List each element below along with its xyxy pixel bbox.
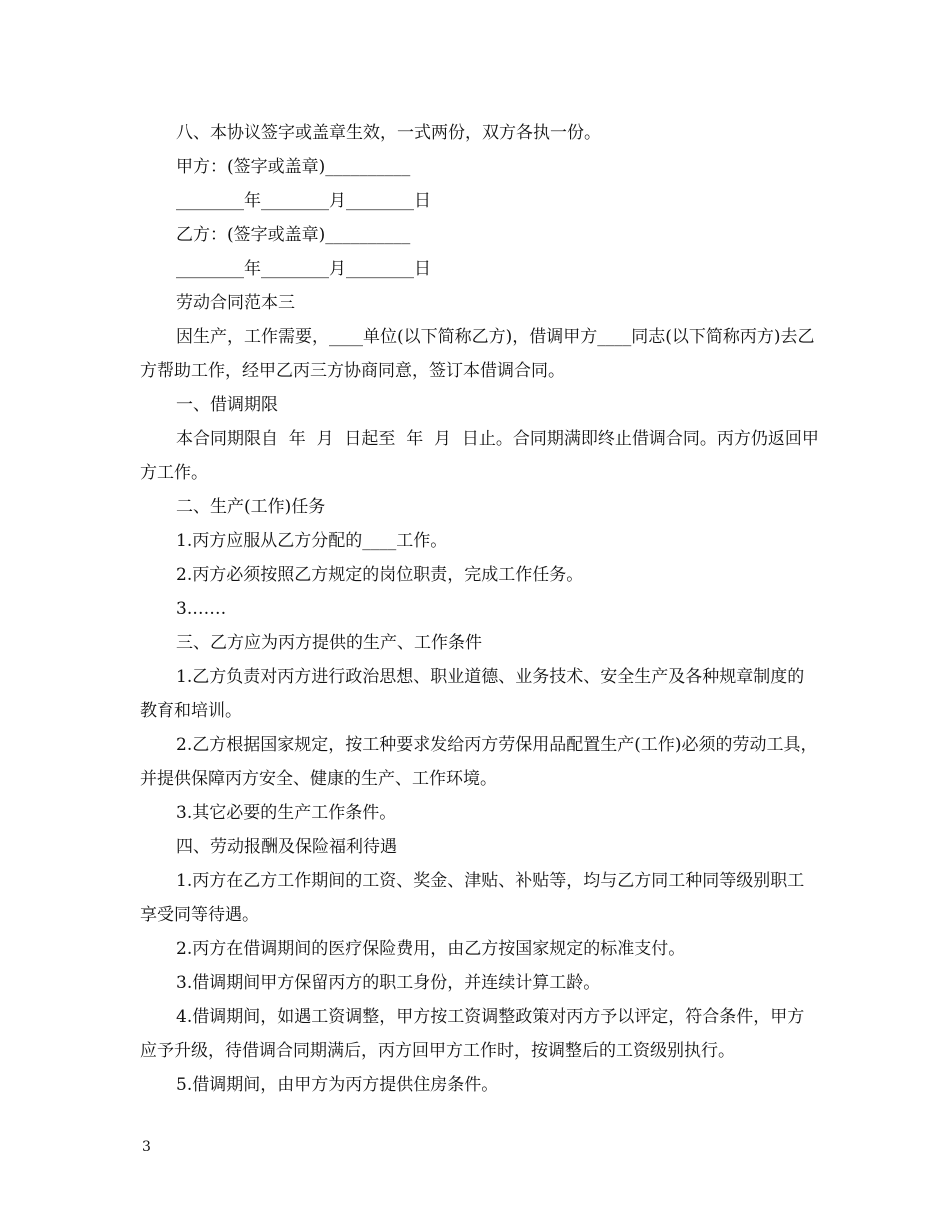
section-3-item-3: 3.其它必要的生产工作条件。 xyxy=(176,803,397,823)
clause-8-signature-effect: 八、本协议签字或盖章生效，一式两份，双方各执一份。 xyxy=(176,123,601,143)
party-a-signature-line: 甲方：(签字或盖章)__________ xyxy=(176,157,411,177)
document-body xyxy=(140,116,820,1102)
party-b-signature-line: 乙方：(签字或盖章)__________ xyxy=(176,225,411,245)
party-a-date-line: ________年________月________日 xyxy=(176,191,431,211)
section-1-heading: 一、借调期限 xyxy=(176,395,278,415)
section-2-heading: 二、生产(工作)任务 xyxy=(176,497,326,517)
section-3-item-2: 2.乙方根据国家规定，按工种要求发给丙方劳保用品配置生产(工作)必须的劳动工具，并提供保障丙方安全、健康的生产、工作环境。 xyxy=(140,735,818,789)
section-2-item-3: 3.…… xyxy=(176,599,227,619)
section-2-item-1: 1.丙方应服从乙方分配的____工作。 xyxy=(176,531,448,551)
section-3-item-1: 1.乙方负责对丙方进行政治思想、职业道德、业务技术、安全生产及各种规章制度的教育和培训。 xyxy=(140,667,805,721)
contract-preamble: 因生产，工作需要，____单位(以下简称乙方)，借调甲方____同志(以下简称丙方)去乙方帮助工作，经甲乙丙三方协商同意，签订本借调合同。 xyxy=(140,327,815,381)
page-number: 3 xyxy=(142,1139,151,1155)
party-b-date-line: ________年________月________日 xyxy=(176,259,431,279)
section-4-item-3: 3.借调期间甲方保留丙方的职工身份，并连续计算工龄。 xyxy=(176,973,601,993)
section-4-item-4: 4.借调期间，如遇工资调整，甲方按工资调整政策对丙方予以评定，符合条件，甲方应予升级，待借调合同期满后，丙方回甲方工作时，按调整后的工资级别执行。 xyxy=(140,1007,805,1061)
section-1-body: 本合同期限自 年 月 日起至 年 月 日止。合同期满即终止借调合同。丙方仍返回甲方工作。 xyxy=(140,429,819,483)
section-3-heading: 三、乙方应为丙方提供的生产、工作条件 xyxy=(176,633,482,653)
section-4-heading: 四、劳动报酬及保险福利待遇 xyxy=(176,837,397,857)
section-4-item-1: 1.丙方在乙方工作期间的工资、奖金、津贴、补贴等，均与乙方同工种同等级别职工享受同等待遇。 xyxy=(140,871,805,925)
section-4-item-2: 2.丙方在借调期间的医疗保险费用，由乙方按国家规定的标准支付。 xyxy=(176,939,686,959)
contract-template-heading: 劳动合同范本三 xyxy=(176,293,295,313)
section-4-item-5: 5.借调期间，由甲方为丙方提供住房条件。 xyxy=(176,1075,499,1095)
section-2-item-2: 2.丙方必须按照乙方规定的岗位职责，完成工作任务。 xyxy=(176,565,584,585)
